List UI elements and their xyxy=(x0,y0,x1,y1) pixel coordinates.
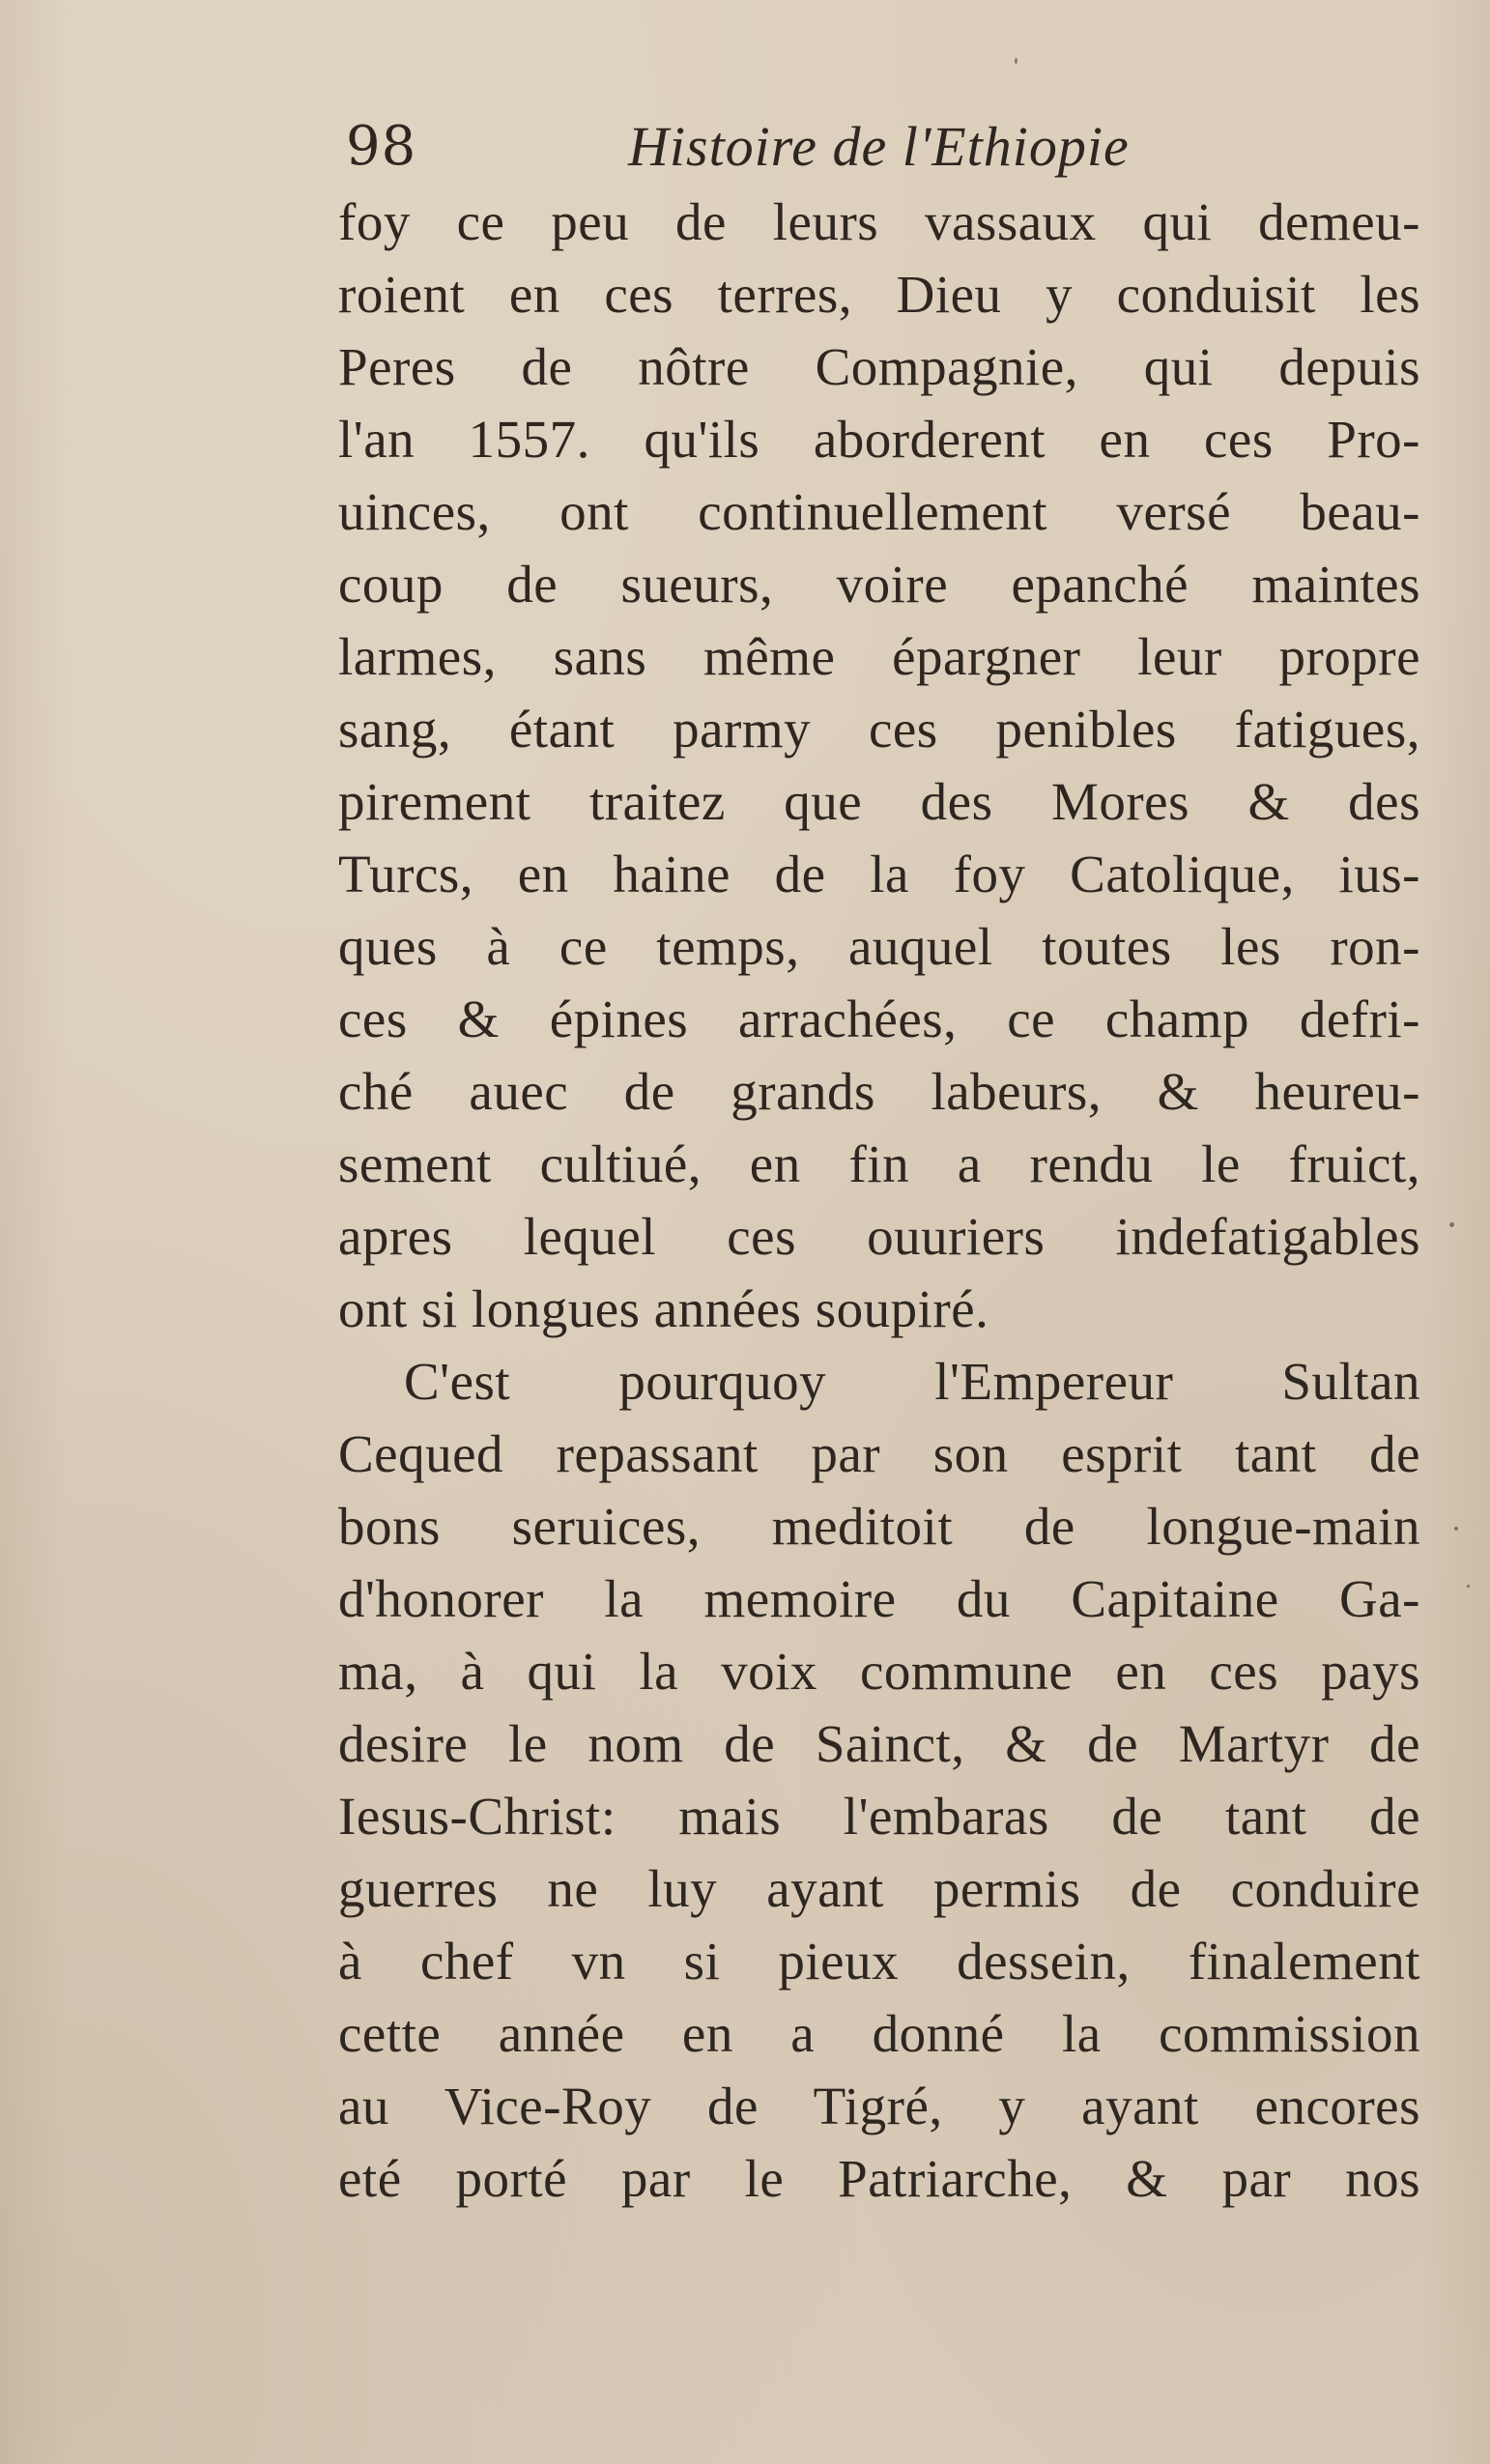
text-line: desire le nom de Sainct, & de Martyr de xyxy=(338,1714,1420,1773)
running-title: Histoire de l'Ethiopie xyxy=(628,115,1130,178)
text-line: coup de sueurs, voire epanché maintes xyxy=(338,555,1420,614)
text-line: foy ce peu de leurs vassaux qui demeu- xyxy=(338,192,1420,251)
page-header xyxy=(338,108,1420,186)
text-line: l'an 1557. qu'ils aborderent en ces Pro- xyxy=(338,410,1420,469)
paper-speck xyxy=(1467,1585,1470,1588)
paper-speck xyxy=(1015,58,1017,64)
text-line: C'est pourquoy l'Empereur Sultan xyxy=(404,1352,1420,1411)
text-line: à chef vn si pieux dessein, finalement xyxy=(338,1932,1420,1991)
text-line: ma, à qui la voix commune en ces pays xyxy=(338,1642,1420,1701)
text-line: ché auec de grands labeurs, & heureu- xyxy=(338,1062,1420,1121)
text-line: au Vice-Roy de Tigré, y ayant encores xyxy=(338,2077,1420,2135)
text-line: Cequed repassant par son esprit tant de xyxy=(338,1424,1420,1483)
text-line: ces & épines arrachées, ce champ defri- xyxy=(338,989,1420,1048)
paragraph-1 xyxy=(338,186,1420,1345)
text-line: pirement traitez que des Mores & des xyxy=(338,772,1420,831)
text-line: sement cultiué, en fin a rendu le fruict, xyxy=(338,1134,1420,1193)
text-line: ques à ce temps, auquel toutes les ron- xyxy=(338,917,1420,976)
text-line: eté porté par le Patriarche, & par nos xyxy=(338,2149,1420,2208)
text-line: Iesus-Christ: mais l'embaras de tant de xyxy=(338,1787,1420,1846)
text-line: ont si longues années soupiré. xyxy=(338,1279,989,1338)
text-line: d'honorer la memoire du Capitaine Ga- xyxy=(338,1569,1420,1628)
text-line: sang, étant parmy ces penibles fatigues, xyxy=(338,700,1420,759)
text-line: cette année en a donné la commission xyxy=(338,2004,1420,2063)
paper-speck xyxy=(1449,1222,1454,1227)
paper-speck xyxy=(1454,1527,1458,1531)
text-line: bons seruices, meditoit de longue-main xyxy=(338,1497,1420,1556)
text-line: guerres ne luy ayant permis de conduire xyxy=(338,1859,1420,1918)
page-number: 98 xyxy=(346,115,417,178)
paragraph-2 xyxy=(338,1345,1420,2215)
text-line: Turcs, en haine de la foy Catolique, ius- xyxy=(338,845,1420,903)
text-line: roient en ces terres, Dieu y conduisit les xyxy=(338,265,1420,324)
text-line: larmes, sans même épargner leur propre xyxy=(338,627,1420,686)
body-text xyxy=(338,186,1420,2215)
text-line: uinces, ont continuellement versé beau- xyxy=(338,482,1420,541)
text-line: Peres de nôtre Compagnie, qui depuis xyxy=(338,337,1420,396)
text-line: apres lequel ces ouuriers indefatigables xyxy=(338,1207,1420,1266)
